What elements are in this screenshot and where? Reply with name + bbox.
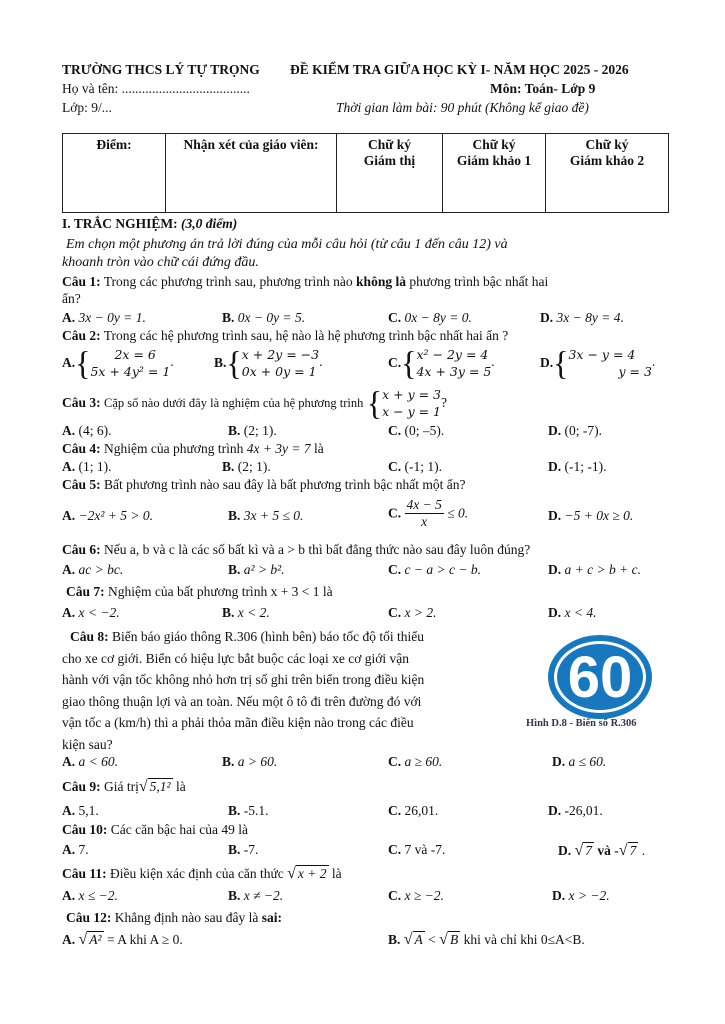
q7-c-text: x > 2. xyxy=(404,605,437,620)
q12-a-radicand: A² xyxy=(89,932,102,947)
q10-option-c[interactable] xyxy=(388,842,445,858)
q12-a-text: = A khi A ≥ 0. xyxy=(106,932,183,947)
q3-label: Câu 3: xyxy=(62,395,101,410)
q4-label: Câu 4: xyxy=(62,441,101,456)
score-cell xyxy=(63,134,166,213)
q8-text-1: Biển báo giáo thông R.306 (hình bên) báo tốc độ tối thiểu xyxy=(112,629,424,644)
q3-eq1: x + y = 3 xyxy=(382,387,442,402)
q5-c-numerator: 4x − 5 xyxy=(406,497,442,512)
option-label: C. xyxy=(388,310,402,325)
q5-c-fraction xyxy=(405,497,444,530)
question-1 xyxy=(62,274,548,290)
q4-end: là xyxy=(314,441,324,456)
option-label: C. xyxy=(388,562,402,577)
q3-text: Cặp số nào dưới đây là nghiệm của hệ phương trình xyxy=(104,396,364,410)
option-label: B. xyxy=(228,508,241,523)
q8-c-text: a ≥ 60. xyxy=(404,754,443,769)
q7-label: Câu 7: xyxy=(66,584,105,599)
q8-line-6: kiện sau? xyxy=(62,736,113,752)
q7-option-b[interactable] xyxy=(222,605,270,621)
q8-line-2: cho xe cơ giới. Biển có hiệu lực bắt buộc các loại xe cơ giới vận xyxy=(62,650,410,666)
option-label: A. xyxy=(62,423,76,438)
brace-icon: { xyxy=(366,384,383,422)
q10-d-radicand-2: 7 xyxy=(629,843,637,858)
q8-option-b[interactable] xyxy=(222,754,277,770)
q11-option-b[interactable] xyxy=(228,888,283,904)
sqrt-icon: √ xyxy=(78,931,88,948)
comment-header: Nhận xét của giáo viên: xyxy=(183,137,319,152)
q5-d-text: −5 + 0x ≥ 0. xyxy=(564,508,634,523)
option-label: A. xyxy=(62,803,76,818)
school-name: TRƯỜNG THCS LÝ TỰ TRỌNG xyxy=(62,62,260,77)
q1-text-2: phương trình bậc nhất hai xyxy=(409,274,549,289)
q3-option-b[interactable] xyxy=(228,423,277,439)
q10-d-radicand-1: 7 xyxy=(585,843,593,858)
q2-option-d[interactable]: D.{ 3x − y = 4 y = 3 . xyxy=(540,344,656,382)
sqrt-icon: √ xyxy=(287,865,296,882)
option-label: C. xyxy=(388,605,402,620)
brace-icon: { xyxy=(75,344,91,382)
option-label: A. xyxy=(62,562,76,577)
q3-system xyxy=(382,386,441,420)
q4-text: Nghiệm của phương trình xyxy=(104,441,244,456)
q5-b-text: 3x + 5 ≤ 0. xyxy=(243,508,304,523)
brace-icon: { xyxy=(553,344,569,382)
q1-a-text: 3x − 0y = 1. xyxy=(78,310,146,325)
q8-option-a[interactable] xyxy=(62,754,118,770)
sqrt-icon: √ xyxy=(574,842,584,859)
q11-b-text: x ≠ −2. xyxy=(243,888,284,903)
q8-line-4: giao thông thuận lợi và an toàn. Nếu một ô tô đi trên đường đó với xyxy=(62,693,422,709)
q1-bold: không là xyxy=(356,274,406,289)
q8-option-d[interactable] xyxy=(552,754,606,770)
speed-sign-icon xyxy=(548,635,652,719)
question-12 xyxy=(66,910,282,926)
option-label: B. xyxy=(228,842,241,857)
option-label: A. xyxy=(62,605,76,620)
q3-option-a[interactable] xyxy=(62,423,112,439)
section-title xyxy=(62,216,237,232)
q11-c-text: x ≥ −2. xyxy=(404,888,444,903)
option-label: B. xyxy=(228,803,241,818)
q3-b-text: (2; 1). xyxy=(243,423,277,438)
q3-d-text: (0; -7). xyxy=(564,423,602,438)
q6-text: Nếu a, b và c là các số bất kì và a > b thì bất đẳng thức nào sau đây luôn đúng? xyxy=(104,542,531,557)
q7-option-d[interactable] xyxy=(548,605,596,621)
option-label: A. xyxy=(62,754,76,769)
exam-title: ĐỀ KIỂM TRA GIỮA HỌC KỲ I- NĂM HỌC 2025 - 2026 xyxy=(290,62,629,77)
q9-option-c[interactable] xyxy=(388,803,438,819)
q1-option-a[interactable] xyxy=(62,310,146,326)
q5-text: Bất phương trình nào sau đây là bất phương trình bậc nhất một ẩn? xyxy=(104,477,466,492)
q4-option-d[interactable] xyxy=(548,459,606,475)
q9-b-text: -5.1. xyxy=(243,803,269,818)
q11-option-c[interactable] xyxy=(388,888,444,904)
q9-d-text: -26,01. xyxy=(564,803,603,818)
q12-b-radicand-2: B xyxy=(449,932,459,947)
q12-option-a[interactable] xyxy=(62,931,183,948)
q3-eq2: x − y = 1 xyxy=(382,404,442,419)
option-label: D. xyxy=(548,508,562,523)
q2-c-eq1: x² − 2y = 4 xyxy=(416,347,489,362)
q8-a-text: a < 60. xyxy=(78,754,118,769)
option-label: A. xyxy=(62,310,76,325)
q1-text: Trong các phương trình sau, phương trình nào xyxy=(103,274,353,289)
q1-option-d[interactable] xyxy=(540,310,624,326)
q2-option-a[interactable]: A.{ 2x = 6 5x + 4y² = 1 . xyxy=(62,344,174,382)
option-label: B. xyxy=(228,888,241,903)
q8-line-3: hành với vận tốc không nhỏ hơn trị số ghi trên biển trong điều kiện xyxy=(62,672,425,687)
q12-bold: sai: xyxy=(261,910,282,925)
option-label: B. xyxy=(222,754,235,769)
q3-option-c[interactable] xyxy=(388,423,444,439)
q4-option-b[interactable] xyxy=(222,459,271,475)
q6-option-d[interactable] xyxy=(548,562,641,578)
class-field: Lớp: 9/... xyxy=(62,100,112,115)
option-label: A. xyxy=(62,888,76,903)
examiner2-signature-cell xyxy=(546,134,669,213)
q4-option-a[interactable] xyxy=(62,459,112,475)
option-label: D. xyxy=(558,843,572,858)
option-label: B. xyxy=(228,562,241,577)
instructions-line-2: khoanh tròn vào chữ cái đứng đầu. xyxy=(62,255,259,270)
question-6 xyxy=(62,542,530,558)
q9-radicand: 5,1² xyxy=(149,779,171,794)
q12-label: Câu 12: xyxy=(66,910,112,925)
brace-icon: { xyxy=(401,344,417,382)
q7-option-c[interactable] xyxy=(388,605,436,621)
option-label: B. xyxy=(222,310,235,325)
exam-time: Thời gian làm bài: 90 phút (Không kể giao đề) xyxy=(336,100,589,115)
q1-option-c[interactable] xyxy=(388,310,472,326)
section-points: (3,0 điểm) xyxy=(181,216,238,231)
q6-option-a[interactable] xyxy=(62,562,123,578)
proctor-signature-cell xyxy=(337,134,443,213)
q11-a-text: x ≤ −2. xyxy=(78,888,118,903)
q2-b-eq2: 0x + 0y = 1 xyxy=(241,364,317,379)
option-label: A. xyxy=(62,355,76,370)
option-label: B. xyxy=(222,459,235,474)
question-3 xyxy=(62,386,447,422)
sqrt-icon: √ xyxy=(439,931,448,948)
q4-d-text: (-1; -1). xyxy=(564,459,607,474)
q6-label: Câu 6: xyxy=(62,542,101,557)
subject-line: Môn: Toán- Lớp 9 xyxy=(490,81,596,96)
q12-b-lt: < xyxy=(428,932,436,947)
question-9 xyxy=(62,778,186,800)
option-label: D. xyxy=(540,310,554,325)
option-label: C. xyxy=(388,355,402,370)
q2-b-eq1: x + 2y = −3 xyxy=(241,347,320,362)
score-table xyxy=(62,133,669,213)
q2-d-eq2: y = 3 xyxy=(618,364,652,379)
q2-d-system xyxy=(568,346,651,380)
brace-icon: { xyxy=(226,344,242,382)
q6-b-text: a² > b². xyxy=(243,562,285,577)
q7-b-text: x < 2. xyxy=(237,605,270,620)
q5-option-c[interactable] xyxy=(388,497,468,530)
examiner1-signature-cell xyxy=(443,134,546,213)
q7-text: Nghiệm của bất phương trình x + 3 < 1 là xyxy=(108,584,333,599)
q10-a-text: 7. xyxy=(78,842,89,857)
q12-option-b[interactable] xyxy=(388,931,585,948)
q8-b-text: a > 60. xyxy=(237,754,278,769)
q6-option-b[interactable] xyxy=(228,562,285,578)
q12-b-text: khi và chỉ khi 0≤A<B. xyxy=(463,932,585,947)
option-label: A. xyxy=(62,932,76,947)
q2-a-eq1: 2x = 6 xyxy=(114,347,156,362)
q10-option-a[interactable] xyxy=(62,842,89,858)
q4-option-c[interactable] xyxy=(388,459,442,475)
q3-c-text: (0; –5). xyxy=(404,423,445,438)
q2-c-eq2: 4x + 3y = 5 xyxy=(416,364,492,379)
examiner1-header-2: Giám khảo 1 xyxy=(456,153,532,168)
sign-ring xyxy=(554,641,646,713)
q8-line-5: vận tốc a (km/h) thì a phải thỏa mãn điều kiện nào trong các điều xyxy=(62,715,414,730)
q2-b-system xyxy=(242,346,319,380)
q1-d-text: 3x − 8y = 4. xyxy=(556,310,624,325)
question-2 xyxy=(62,328,508,344)
q5-label: Câu 5: xyxy=(62,477,101,492)
q6-a-text: ac > bc. xyxy=(78,562,124,577)
q5-c-end: ≤ 0. xyxy=(447,505,469,521)
sqrt-icon: √ xyxy=(138,778,148,795)
q3-end: ? xyxy=(441,395,448,410)
q10-d-mid: và - xyxy=(597,843,619,858)
q10-label: Câu 10: xyxy=(62,822,108,837)
q4-b-text: (2; 1). xyxy=(237,459,271,474)
q10-c-text: 7 và -7. xyxy=(404,842,446,857)
option-label: B. xyxy=(214,355,227,370)
q3-option-d[interactable] xyxy=(548,423,602,439)
q1-b-text: 0x − 0y = 5. xyxy=(237,310,306,325)
q9-option-a[interactable] xyxy=(62,803,99,819)
q6-d-text: a + c > b + c. xyxy=(564,562,641,577)
q10-option-d[interactable] xyxy=(558,842,645,859)
q2-a-system xyxy=(90,346,170,380)
examiner2-header-1: Chữ ký xyxy=(585,137,629,152)
option-label: D. xyxy=(548,605,562,620)
q10-text: Các căn bậc hai của 49 là xyxy=(110,822,248,837)
q10-option-b[interactable] xyxy=(228,842,258,858)
option-label: D. xyxy=(548,803,562,818)
option-label: C. xyxy=(388,423,402,438)
option-label: C. xyxy=(388,754,402,769)
q8-label: Câu 8: xyxy=(70,629,109,644)
examiner2-header-2: Giám khảo 2 xyxy=(569,153,645,168)
option-label: D. xyxy=(548,459,562,474)
question-11 xyxy=(62,865,342,885)
question-5 xyxy=(62,477,465,493)
q1-text-3: ẩn? xyxy=(62,291,81,306)
q3-a-text: (4; 6). xyxy=(78,423,112,438)
q5-c-denominator: x xyxy=(421,514,428,529)
q11-label: Câu 11: xyxy=(62,866,107,881)
q2-d-eq1: 3x − y = 4 xyxy=(568,347,636,362)
q11-end: là xyxy=(331,866,342,881)
q2-label: Câu 2: xyxy=(62,328,101,343)
q9-option-d[interactable] xyxy=(548,803,603,819)
option-label: A. xyxy=(62,459,76,474)
q2-c-system xyxy=(416,346,491,380)
q2-option-c[interactable]: C.{ x² − 2y = 4 4x + 3y = 5 . xyxy=(388,344,495,382)
q2-text: Trong các hệ phương trình sau, hệ nào là hệ phương trình bậc nhất hai ẩn ? xyxy=(103,328,509,343)
q5-option-a[interactable] xyxy=(62,508,153,524)
q10-d-end: . xyxy=(641,843,646,858)
q5-option-b[interactable] xyxy=(228,508,303,524)
q1-label: Câu 1: xyxy=(62,274,101,289)
q9-label: Câu 9: xyxy=(62,779,101,794)
sign-value: 60 xyxy=(567,644,633,710)
sqrt-icon: √ xyxy=(403,931,413,948)
option-label: C. xyxy=(388,803,402,818)
proctor-header-2: Giám thị xyxy=(363,153,416,168)
question-10 xyxy=(62,822,248,838)
option-label: A. xyxy=(62,508,76,523)
q4-equation: 4x + 3y = 7 xyxy=(246,441,311,456)
q6-c-text: c − a > c − b. xyxy=(404,562,481,577)
option-label: B. xyxy=(222,605,235,620)
q5-option-d[interactable] xyxy=(548,508,633,524)
student-name-field: Họ và tên: ...................................... xyxy=(62,81,250,96)
q1-option-b[interactable] xyxy=(222,310,305,326)
q4-c-text: (-1; 1). xyxy=(404,459,442,474)
option-label: A. xyxy=(62,842,76,857)
option-label: C. xyxy=(388,505,402,521)
q5-a-text: −2x² + 5 > 0. xyxy=(78,508,153,523)
q12-text: Khẳng định nào sau đây là xyxy=(114,910,259,925)
option-label: D. xyxy=(552,888,566,903)
instructions-line-1: Em chọn một phương án trả lời đúng của mỗi câu hỏi (từ câu 1 đến câu 12) và xyxy=(66,237,508,252)
q9-end: là xyxy=(175,779,186,794)
q11-radicand: x + 2 xyxy=(297,866,327,881)
option-label: D. xyxy=(552,754,566,769)
q12-b-radicand-1: A xyxy=(414,932,423,947)
q8-option-c[interactable] xyxy=(388,754,442,770)
q11-option-a[interactable] xyxy=(62,888,118,904)
q6-option-c[interactable] xyxy=(388,562,481,578)
option-label: B. xyxy=(388,932,401,947)
score-header: Điểm: xyxy=(96,137,132,152)
q7-option-a[interactable] xyxy=(62,605,120,621)
q7-d-text: x < 4. xyxy=(564,605,597,620)
q8-d-text: a ≤ 60. xyxy=(568,754,607,769)
q9-a-text: 5,1. xyxy=(78,803,99,818)
option-label: C. xyxy=(388,888,402,903)
q9-option-b[interactable] xyxy=(228,803,269,819)
option-label: D. xyxy=(540,355,554,370)
figure-caption: Hình D.8 - Biển số R.306 xyxy=(526,718,637,729)
q1-c-text: 0x − 8y = 0. xyxy=(404,310,472,325)
q7-a-text: x < −2. xyxy=(78,605,120,620)
option-label: D. xyxy=(548,562,562,577)
examiner1-header-1: Chữ ký xyxy=(472,137,516,152)
q10-b-text: -7. xyxy=(243,842,259,857)
question-4 xyxy=(62,441,324,457)
q11-d-text: x > −2. xyxy=(568,888,610,903)
q9-text: Giá trị xyxy=(104,779,139,794)
q11-text: Điều kiện xác định của căn thức xyxy=(110,866,284,881)
section-title-text: I. TRẮC NGHIỆM: xyxy=(62,216,178,231)
q9-c-text: 26,01. xyxy=(404,803,439,818)
comment-cell xyxy=(166,134,337,213)
option-label: C. xyxy=(388,459,402,474)
option-label: D. xyxy=(548,423,562,438)
q8-line-1 xyxy=(62,626,499,648)
q2-option-b[interactable]: B.{ x + 2y = −3 0x + 0y = 1 . xyxy=(214,344,323,382)
proctor-header-1: Chữ ký xyxy=(368,137,411,152)
q11-option-d[interactable] xyxy=(552,888,610,904)
option-label: B. xyxy=(228,423,241,438)
question-8 xyxy=(62,626,499,755)
sqrt-icon: √ xyxy=(618,842,628,859)
option-label: C. xyxy=(388,842,402,857)
question-7 xyxy=(66,584,333,600)
q4-a-text: (1; 1). xyxy=(78,459,112,474)
q2-a-eq2: 5x + 4y² = 1 xyxy=(90,364,171,379)
